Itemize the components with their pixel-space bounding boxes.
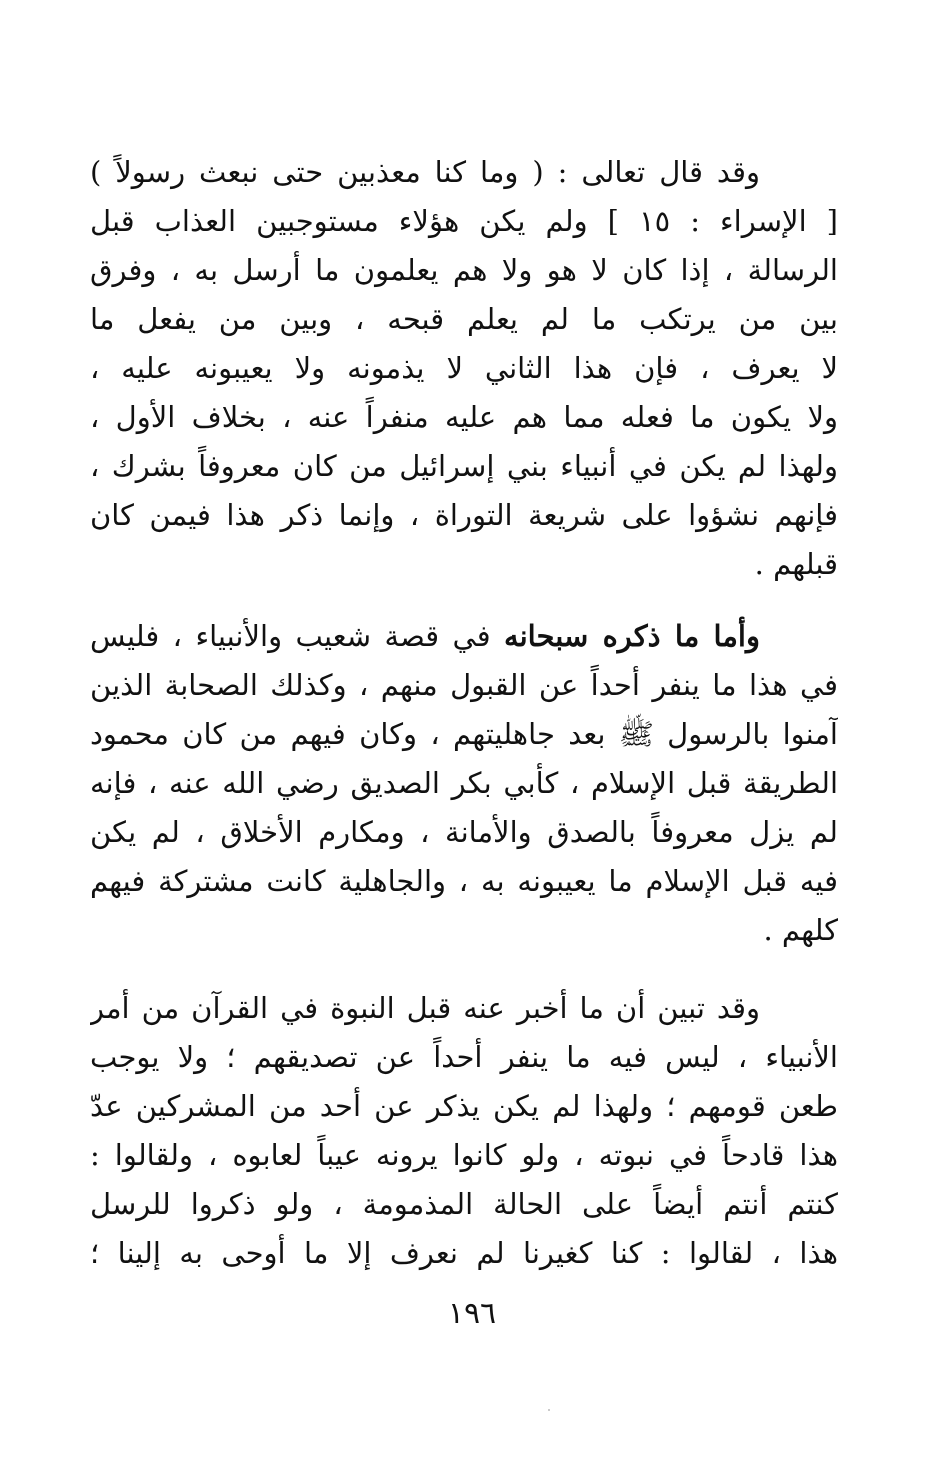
paragraph-2-line-7: كلهم . xyxy=(763,913,838,947)
paragraph-2-line-3: آمنوا بالرسول ﷺ بعد جاهليتهم ، وكان فيهم من كان محمود xyxy=(90,717,838,751)
paragraph-1-line-1: وقد قال تعالى : ( وما كنا معذبين حتى نبعث رسولاً ) xyxy=(90,155,760,189)
paragraph-1-line-4: بين من يرتكب ما لم يعلم قبحه ، وبين من يفعل ما xyxy=(90,302,838,336)
paragraph-2-line-6: فيه قبل الإسلام ما يعيبونه به ، والجاهلية كانت مشتركة فيهم xyxy=(90,864,838,898)
paragraph-2-line-5: لم يزل معروفاً بالصدق والأمانة ، ومكارم الأخلاق ، لم يكن xyxy=(90,815,838,849)
paragraph-3-line-2: الأنبياء ، ليس فيه ما ينفر أحداً عن تصديقهم ؛ ولا يوجب xyxy=(90,1040,838,1074)
paragraph-1-line-3: الرسالة ، إذا كان لا هو ولا هم يعلمون ما أرسل به ، وفرق xyxy=(90,253,838,287)
paragraph-2-line-2: في هذا ما ينفر أحداً عن القبول منهم ، وكذلك الصحابة الذين xyxy=(90,668,838,702)
paragraph-2-lead-rest: في قصة شعيب والأنبياء ، فليس xyxy=(90,619,505,653)
paragraph-1-line-7: ولهذا لم يكن في أنبياء بني إسرائيل من كان معروفاً بشرك ، xyxy=(90,449,838,483)
paragraph-2 xyxy=(90,612,838,955)
paragraph-2-line-1 xyxy=(90,612,838,661)
scan-speck xyxy=(548,1409,550,1411)
paragraph-1-line-9: قبلهم . xyxy=(754,547,838,581)
paragraph-3-line-5: كنتم أنتم أيضاً على الحالة المذمومة ، ولو ذكروا للرسل xyxy=(90,1187,838,1221)
paragraph-1-line-8: فإنهم نشؤوا على شريعة التوراة ، وإنما ذكر هذا فيمن كان xyxy=(90,498,838,532)
paragraph-3-line-6: هذا ، لقالوا : كنا كغيرنا لم نعرف إلا ما أوحى به إلينا ؛ xyxy=(90,1236,838,1270)
paragraph-2-line-4: الطريقة قبل الإسلام ، كأبي بكر الصديق رضي الله عنه ، فإنه xyxy=(90,766,838,800)
paragraph-3-line-4: هذا قادحاً في نبوته ، ولو كانوا يرونه عيباً لعابوه ، ولقالوا : xyxy=(90,1138,838,1172)
paragraph-1-line-5: لا يعرف ، فإن هذا الثاني لا يذمونه ولا يعيبونه عليه ، xyxy=(90,351,838,385)
paragraph-3-line-3: طعن قومهم ؛ ولهذا لم يكن يذكر عن أحد من المشركين عدّ xyxy=(90,1089,838,1123)
paragraph-3-line-1: وقد تبين أن ما أخبر عنه قبل النبوة في القرآن من أمر xyxy=(90,991,760,1025)
paragraph-3 xyxy=(90,984,838,1278)
page-number: ١٩٦ xyxy=(447,1296,497,1331)
paragraph-1-line-6: ولا يكون ما فعله مما هم عليه منفراً عنه ، بخلاف الأول ، xyxy=(90,400,838,434)
paragraph-1-line-2: [ الإسراء : ١٥ ] ولم يكن هؤلاء مستوجبين العذاب قبل xyxy=(90,204,838,238)
paragraph-1 xyxy=(90,148,838,589)
paragraph-2-lead-bold: وأما ما ذكره سبحانه xyxy=(504,619,760,653)
